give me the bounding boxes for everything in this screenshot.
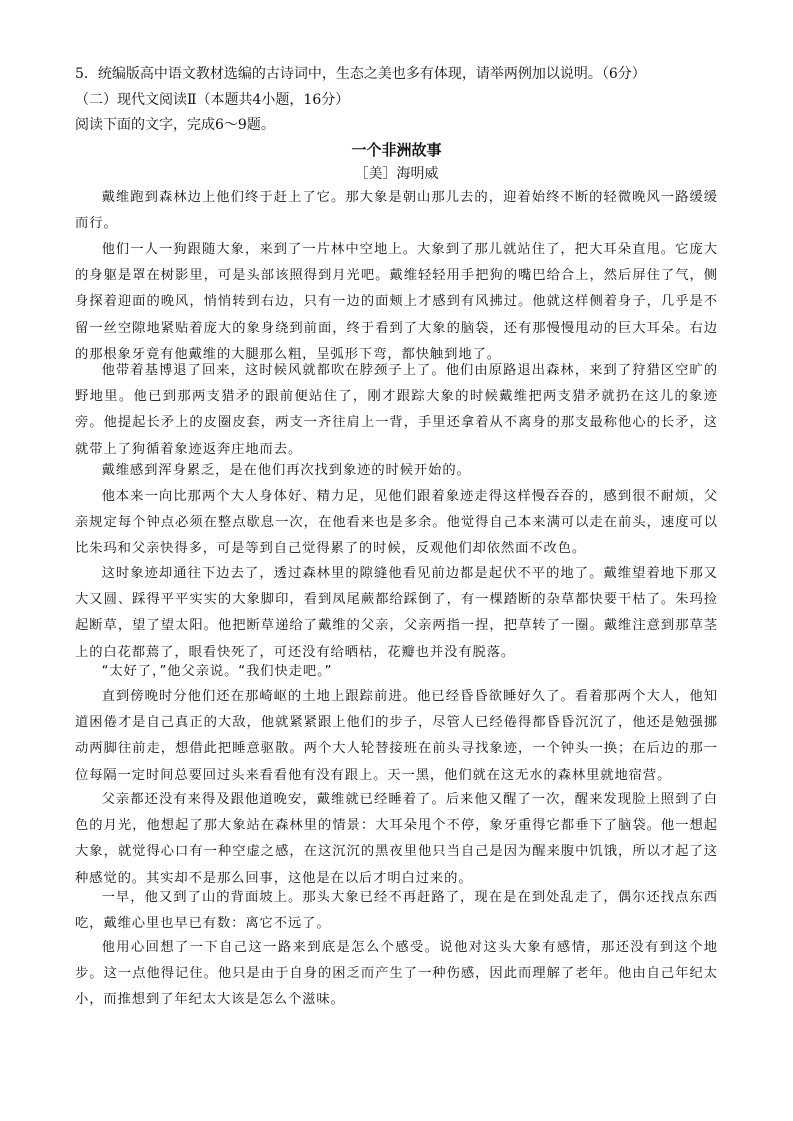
paragraph-7: “太好了，”他父亲说。“我们快走吧。”: [101, 664, 333, 679]
paragraph-9: 父亲都还没有来得及跟他道晚安，戴维就已经睡着了。后来他又醒了一次，醒来发现脸上照到了白色的月光，他想起了那大象站在森林里的情景：大耳朵甩个不停，象牙重得它都垂下了脑袋。他一想起大象，就觉得心口有一种空虚之感，在这沉沉的黑夜里他只当自己是因为醒来腹中饥饿，所以才起了这种感觉的。其实却不是那么回事，这他是在以后才明白过来的。: [75, 792, 718, 886]
paragraph-11: 他用心回想了一下自己这一路来到底是怎么个感受。说他对这头大象有感情，那还没有到这个地步。这一点他得记住。他只是由于自身的困乏而产生了一种伤感，因此而理解了老年。他由自己年纪太小，而推想到了年纪太大该是怎么个滋味。: [75, 940, 718, 1008]
section-header: （二）现代文阅读Ⅱ（本题共4小题，16分）: [75, 92, 350, 108]
article-author: ［美］海明威: [354, 166, 439, 182]
paragraph-4: 戴维感到浑身累乏，是在他们再次找到象迹的时候开始的。: [101, 463, 471, 478]
paragraph-6: 这时象迹却通往下边去了，透过森林里的隙缝他看见前边都是起伏不平的地了。戴维望着地下那又大又圆、踩得平平实实的大象脚印，看到凤尾蕨都给踩倒了，有一棵踏断的杂草都快要干枯了。朱玛捡起断草，望了望太阳。他把断草递给了戴维的父亲，父亲两指一捏，把草转了一圈。戴维注意到那草茎上的白花都蔫了，眼看快死了，可还没有给晒枯，花瓣也并没有脱落。: [75, 566, 718, 660]
paragraph-2: 他们一人一狗跟随大象，来到了一片林中空地上。大象到了那儿就站住了，把大耳朵直甩。它庞大的身躯是罩在树影里，可是头部该照得到月光吧。戴维轻轻用手把狗的嘴巴给合上，然后屏住了气，侧身探着迎面的晚风，悄悄转到右边，只有一边的面颊上才感到有风拂过。他就这样侧着身子，几乎是不留一丝空隙地紧贴着庞大的象身绕到前面，终于看到了大象的脑袋，还有那慢慢甩动的巨大耳朵。右边的那根象牙竟有他戴维的大腿那么粗，呈弧形下弯，都快触到地了。: [75, 242, 718, 362]
paragraph-10: 一早，他又到了山的背面坡上。那头大象已经不再赶路了，现在是在到处乱走了，偶尔还找点东西吃，戴维心里也早已有数：离它不远了。: [75, 890, 718, 932]
paragraph-8: 直到傍晚时分他们还在那崎岖的土地上跟踪前进。他已经昏昏欲睡好久了。看着那两个大人，他知道困倦才是自己真正的大敌，他就紧紧跟上他们的步子，尽管人已经倦得都昏昏沉沉了，他还是勉强挪动两脚往前走，想借此把睡意驱散。两个大人轮替接班在前头寻找象迹，一个钟头一换；在后边的那一位每隔一定时间总要回过头来看看他有没有跟上。天一黑，他们就在这无水的森林里就地宿营。: [75, 689, 718, 783]
article-title: 一个非洲故事: [351, 141, 442, 159]
paragraph-1: 戴维跑到森林边上他们终于赶上了它。那大象是朝山那儿去的，迎着始终不断的轻微晚风一路缓缓而行。: [75, 190, 718, 232]
reading-instructions: 阅读下面的文字，完成6～9题。: [75, 117, 275, 133]
paragraph-5: 他本来一向比那两个大人身体好、精力足，见他们跟着象迹走得这样慢吞吞的，感到很不耐烦，父亲规定每个钟点必须在整点歇息一次，在他看来也是多余。他觉得自己本来满可以走在前头，速度可以比朱玛和父亲快得多，可是等到自己觉得累了的时候，反观他们却依然面不改色。: [75, 489, 718, 557]
question-5: 5．统编版高中语文教材选编的古诗词中，生态之美也多有体现，请举两例加以说明。（6分）: [75, 66, 646, 82]
paragraph-3: 他带着基博退了回来，这时候风就都吹在脖颈子上了。他们由原路退出森林，来到了狩猎区空旷的野地里。他已到那两支猎矛的跟前便站住了，刚才跟踪大象的时候戴维把两支猎矛就扔在这儿的象迹旁。他提起长矛上的皮圈皮套，两支一齐往肩上一背，手里还拿着从不离身的那支最称他心的长矛，这就带上了狗循着象迹返奔庄地而去。: [75, 363, 718, 457]
